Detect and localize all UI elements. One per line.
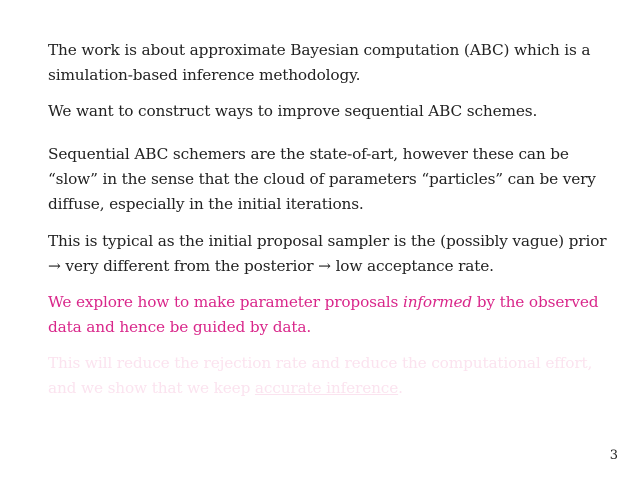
accurate-inference-link[interactable]: accurate inference <box>254 379 399 397</box>
paragraph-informed-proposals <box>48 290 608 340</box>
informed-emphasis: informed <box>402 293 473 311</box>
paragraph-sequential-abc: Sequential ABC schemers are the state-of-art, however these can be “slow” in the sense that the cloud of parameters “particles” can be very diffuse, especially in the initial iterations. <box>48 145 596 213</box>
paragraph-proposal-sampler: This is typical as the initial proposal sampler is the (possibly vague) prior → very different from the posterior → low acceptance rate. <box>48 232 607 275</box>
outcome-text-before: This will reduce the rejection rate and reduce the computational effort, and we show that we keep <box>48 354 593 397</box>
informed-text-after: by the observed data and hence be guided by data. <box>48 293 599 336</box>
paragraph-abc-intro: The work is about approximate Bayesian computation (ABC) which is a simulation-based inference methodology. <box>48 41 591 84</box>
outcome-text-after: . <box>398 379 403 397</box>
informed-text-before: We explore how to make parameter proposals <box>48 293 403 311</box>
paragraph-goal: We want to construct ways to improve sequential ABC schemes. <box>48 102 538 120</box>
page-number: 3 <box>609 448 618 463</box>
paragraph-faded-outcome <box>48 351 608 401</box>
